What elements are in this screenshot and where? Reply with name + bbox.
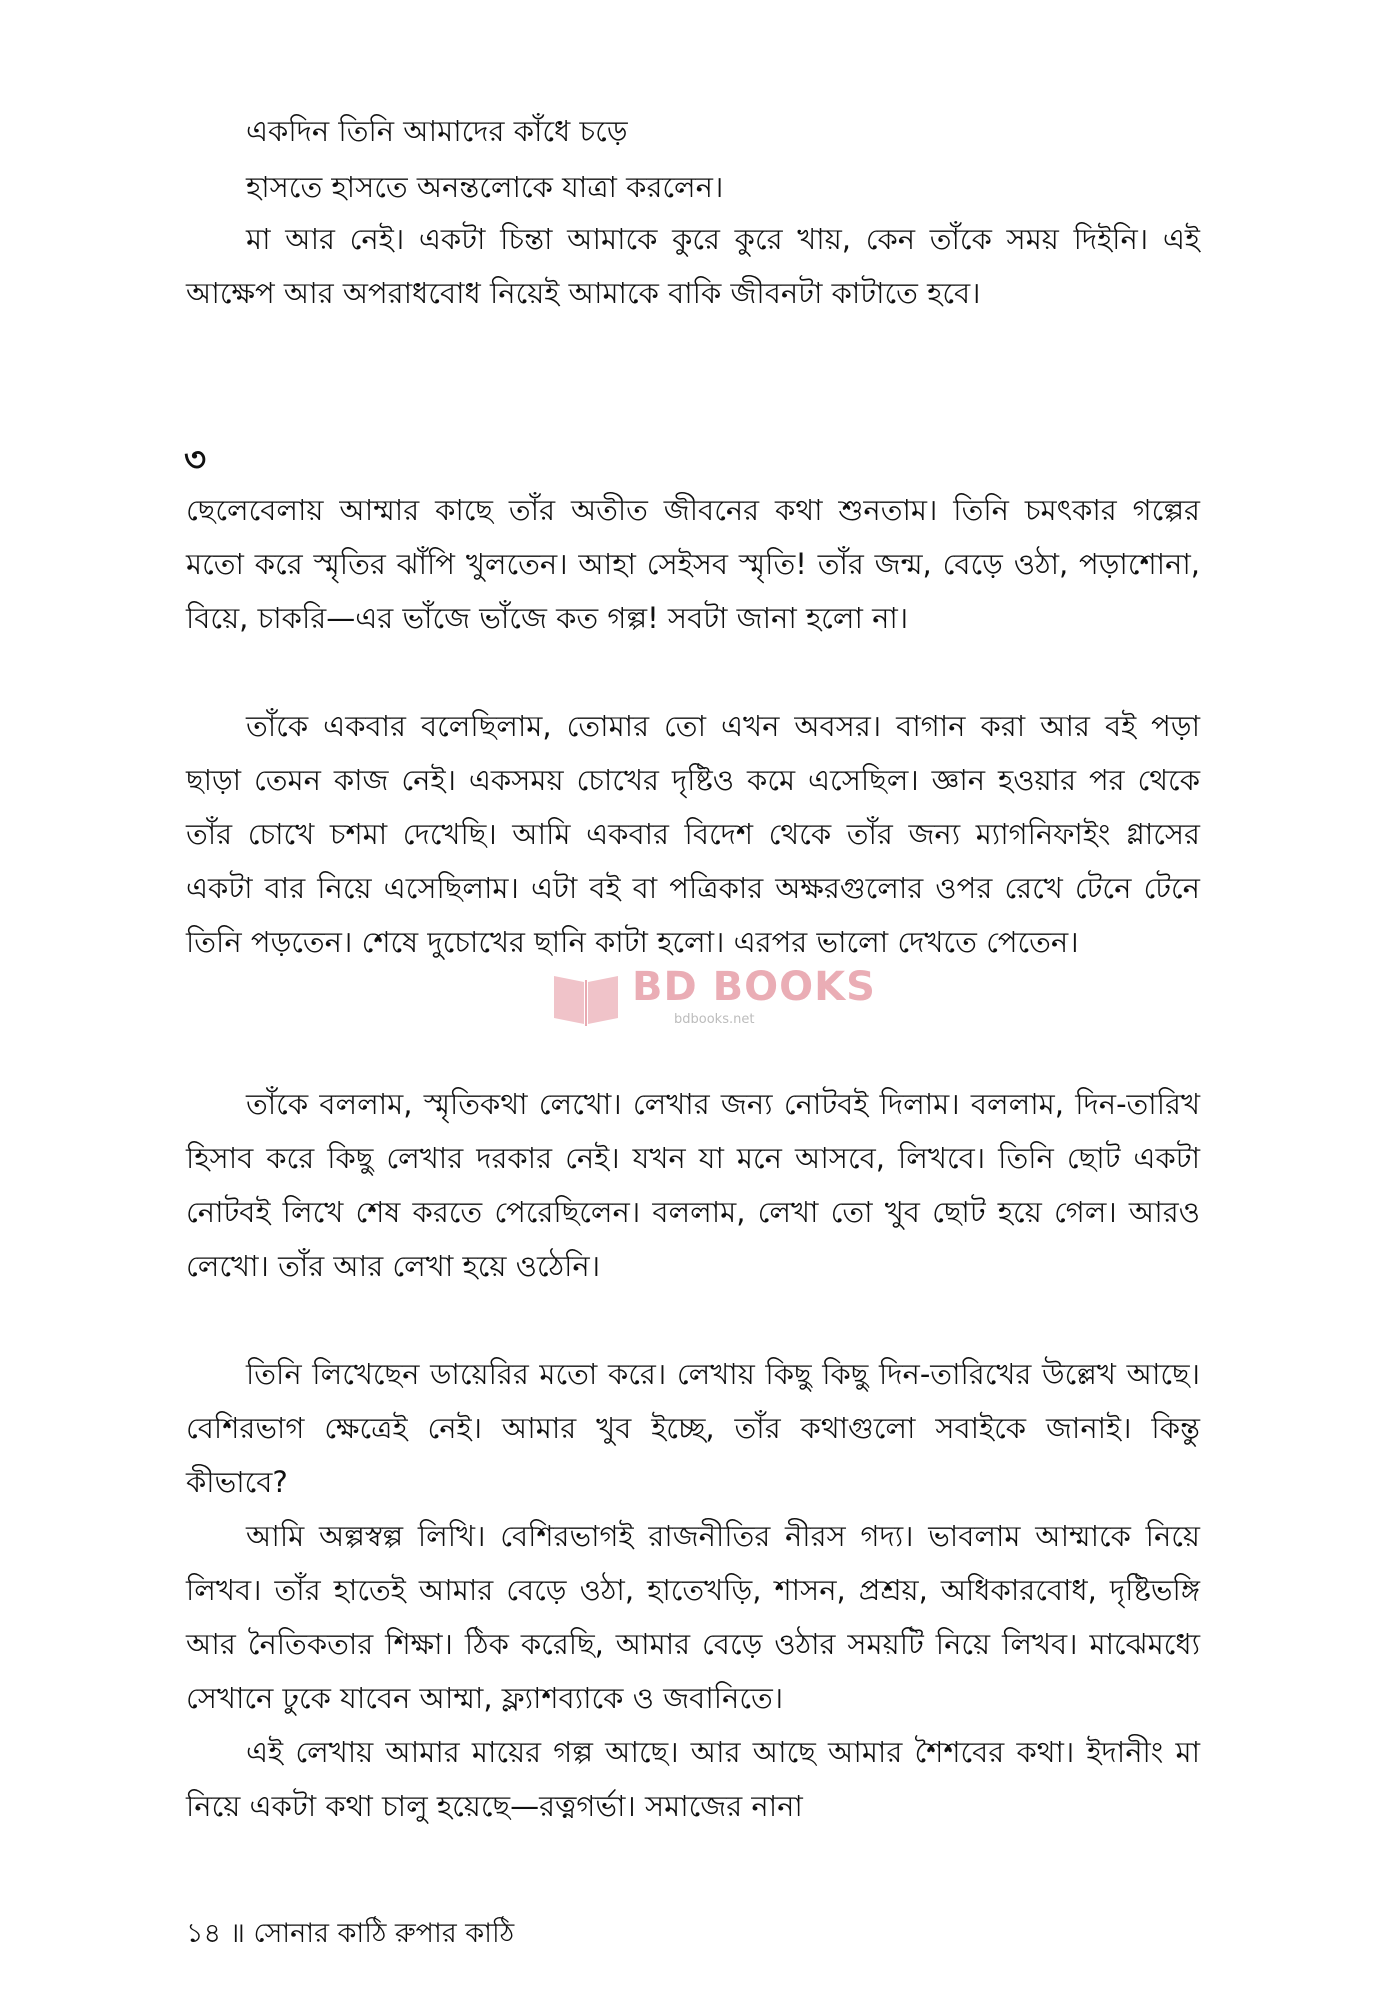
page-number: ১৪: [186, 1918, 222, 1949]
watermark-site: bdbooks.net: [674, 1012, 755, 1027]
paragraph-writing-plan: আমি অল্পস্বল্প লিখি। বেশিরভাগই রাজনীতির নীরস গদ্য। ভাবলাম আম্মাকে নিয়ে লিখব। তাঁর হাতেই আমার বেড়ে ওঠা, হাতেখড়ি, শাসন, প্রশ্রয়, অধিকারবোধ, দৃষ্টিভঙ্গি আর নৈতিকতার শিক্ষা। ঠিক করেছি, আমার বেড়ে ওঠার সময়টি নিয়ে লিখব। মাঝেমধ্যে সেখানে ঢুকে যাবেন আম্মা, ফ্ল্যাশব্যাকে ও জবানিতে।: [186, 1519, 1200, 1715]
paragraph-notebook: তাঁকে বললাম, স্মৃতিকথা লেখো। লেখার জন্য নোটবই দিলাম। বললাম, দিন-তারিখ হিসাব করে কিছু লেখার দরকার নেই। যখন যা মনে আসবে, লিখবে। তিনি ছোট একটা নোটবই লিখে শেষ করতে পেরেছিলেন। বললাম, লেখা তো খুব ছোট হয়ে গেল। আরও লেখো। তাঁর আর লেখা হয়ে ওঠেনি।: [186, 1087, 1200, 1283]
section-number: ৩: [184, 440, 207, 480]
book-title: সোনার কাঠি রুপার কাঠি: [253, 1918, 515, 1949]
book-logo-icon: [548, 966, 624, 1030]
paragraph-childhood-stories: ছেলেবেলায় আম্মার কাছে তাঁর অতীত জীবনের কথা শুনতাম। তিনি চমৎকার গল্পের মতো করে স্মৃতির ঝাঁপি খুলতেন। আহা সেইসব স্মৃতি! তাঁর জন্ম, বেড়ে ওঠা, পড়াশোনা, বিয়ে, চাকরি—এর ভাঁজে ভাঁজে কত গল্প! সবটা জানা হলো না।: [186, 493, 1200, 635]
paragraph-mother-story: এই লেখায় আমার মায়ের গল্প আছে। আর আছে আমার শৈশবের কথা। ইদানীং মা নিয়ে একটা কথা চালু হয়েছে—রত্নগর্ভা। সমাজের নানা: [186, 1735, 1200, 1823]
verse-line-2: হাসতে হাসতে অনন্তলোকে যাত্রা করলেন।: [246, 170, 724, 204]
watermark: [548, 962, 876, 1036]
verse-line-1: একদিন তিনি আমাদের কাঁধে চড়ে: [246, 114, 628, 148]
paragraph-magnifying-glass: তাঁকে একবার বলেছিলাম, তোমার তো এখন অবসর। বাগান করা আর বই পড়া ছাড়া তেমন কাজ নেই। একসময় চোখের দৃষ্টিও কমে এসেছিল। জ্ঞান হওয়ার পর থেকে তাঁর চোখে চশমা দেখেছি। আমি একবার বিদেশ থেকে তাঁর জন্য ম্যাগনিফাইং গ্লাসের একটা বার নিয়ে এসেছিলাম। এটা বই বা পত্রিকার অক্ষরগুলোর ওপর রেখে টেনে টেনে তিনি পড়তেন। শেষে দুচোখের ছানি কাটা হলো। এরপর ভালো দেখতে পেতেন।: [186, 709, 1200, 959]
watermark-brand: BD BOOKS: [632, 964, 876, 1010]
paragraph-diary: তিনি লিখেছেন ডায়েরির মতো করে। লেখায় কিছু কিছু দিন-তারিখের উল্লেখ আছে। বেশিরভাগ ক্ষেত্রেই নেই। আমার খুব ইচ্ছে, তাঁর কথাগুলো সবাইকে জানাই। কিন্তু কীভাবে?: [186, 1357, 1200, 1499]
paragraph-mother-gone: মা আর নেই। একটা চিন্তা আমাকে কুরে কুরে খায়, কেন তাঁকে সময় দিইনি। এই আক্ষেপ আর অপরাধবোধ নিয়েই আমাকে বাকি জীবনটা কাটাতে হবে।: [186, 222, 1200, 310]
page-footer: [186, 1913, 514, 1958]
footer-separator: ॥: [229, 1918, 245, 1949]
